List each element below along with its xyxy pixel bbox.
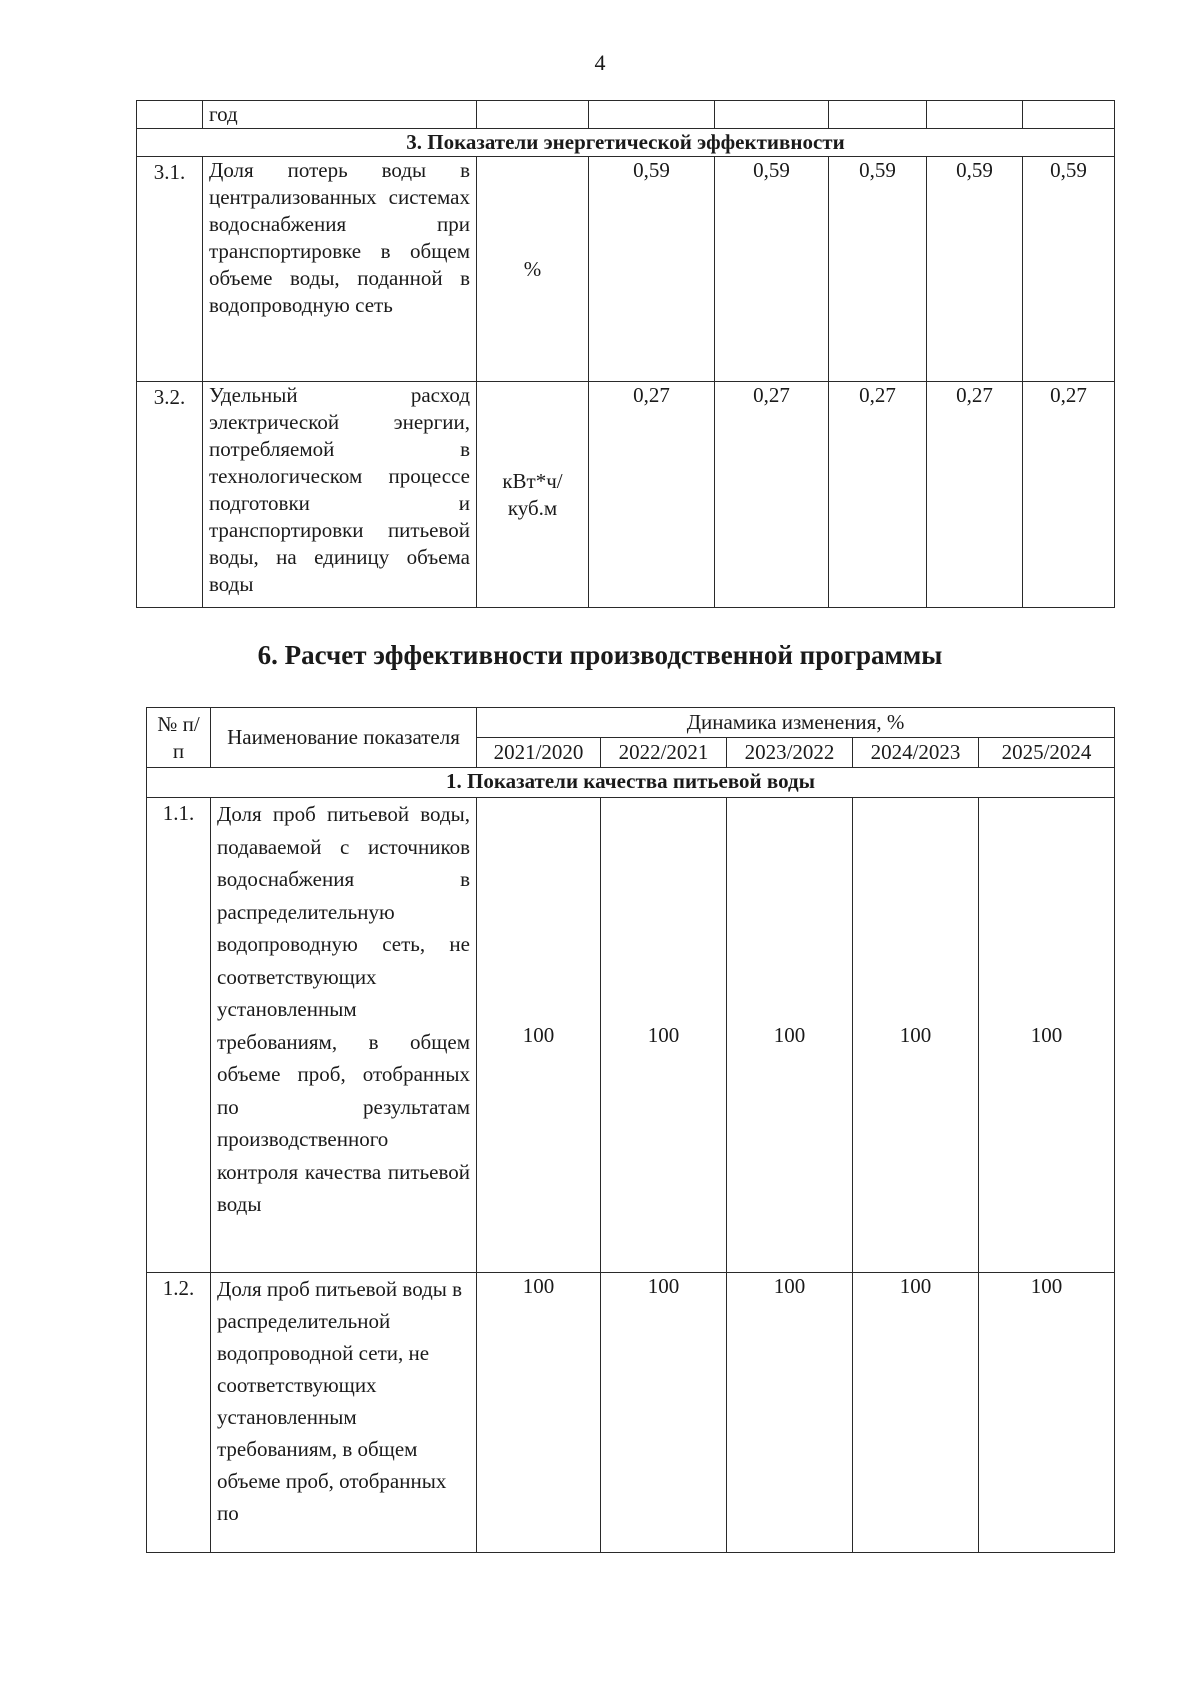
row-value: 0,59 [829, 157, 927, 382]
header-year: 2021/2020 [477, 738, 601, 768]
row-value: 0,27 [829, 382, 927, 608]
row-value: 0,59 [927, 157, 1023, 382]
row-name: Доля потерь воды в централизованных системах водоснабжения при транспортировке в общем объеме воды, поданной в водопроводную сеть [203, 157, 477, 382]
section-row [137, 129, 1115, 157]
header-dynamics: Динамика изменения, % [477, 708, 1115, 738]
header-year: 2025/2024 [979, 738, 1115, 768]
row-value: 100 [477, 1273, 601, 1553]
table-row [137, 157, 1115, 382]
row-name: Доля проб питьевой воды, подаваемой с источников водоснабжения в распределительную водопроводную сеть, не соответствующих установленным требованиям, в общем объеме проб, отобранных по результатам производственного контроля качества питьевой воды [211, 798, 477, 1273]
section-title: 1. Показатели качества питьевой воды [147, 768, 1115, 798]
row-value: 100 [853, 798, 979, 1273]
row-number: 3.1. [137, 157, 203, 382]
header-year: 2024/2023 [853, 738, 979, 768]
row-unit: кВт*ч/ куб.м [477, 382, 589, 608]
table-row [147, 1273, 1115, 1553]
row-value: 0,27 [927, 382, 1023, 608]
row-number: 1.1. [147, 798, 211, 1273]
section-row [147, 768, 1115, 798]
row-value: 0,27 [715, 382, 829, 608]
header-name: Наименование показателя [211, 708, 477, 768]
row-value: 0,27 [589, 382, 715, 608]
row-value: 0,59 [1023, 157, 1115, 382]
row-value: 100 [727, 1273, 853, 1553]
table-row [147, 798, 1115, 1273]
header-row [147, 708, 1115, 738]
section-title: 3. Показатели энергетической эффективности [137, 129, 1115, 157]
row-value: 100 [477, 798, 601, 1273]
row-value: 100 [853, 1273, 979, 1553]
energy-efficiency-table [136, 100, 1115, 608]
row-name: Доля проб питьевой воды в распределительной водопроводной сети, не соответствующих установленным требованиям, в общем объеме проб, отобранных по [211, 1273, 477, 1553]
table-cell [137, 101, 203, 129]
row-value: 0,27 [1023, 382, 1115, 608]
header-year: 2022/2021 [601, 738, 727, 768]
row-value: 0,59 [589, 157, 715, 382]
row-value: 100 [979, 798, 1115, 1273]
table-row [137, 382, 1115, 608]
row-number: 1.2. [147, 1273, 211, 1553]
section-heading: 6. Расчет эффективности производственной программы [257, 640, 943, 670]
row-name: Удельный расход электрической энергии, потребляемой в технологическом процессе подготовки и транспортировки питьевой воды, на единицу объема воды [203, 382, 477, 608]
row-value: 100 [601, 1273, 727, 1553]
row-value: 100 [727, 798, 853, 1273]
header-number: № п/п [147, 708, 211, 768]
row-name: год [203, 101, 477, 129]
header-year: 2023/2022 [727, 738, 853, 768]
page-number: 4 [594, 50, 606, 75]
row-value: 0,59 [715, 157, 829, 382]
efficiency-calculation-table [146, 707, 1115, 1553]
row-unit: % [477, 157, 589, 382]
continued-row [137, 101, 1115, 129]
row-number: 3.2. [137, 382, 203, 608]
row-value: 100 [601, 798, 727, 1273]
row-value: 100 [979, 1273, 1115, 1553]
